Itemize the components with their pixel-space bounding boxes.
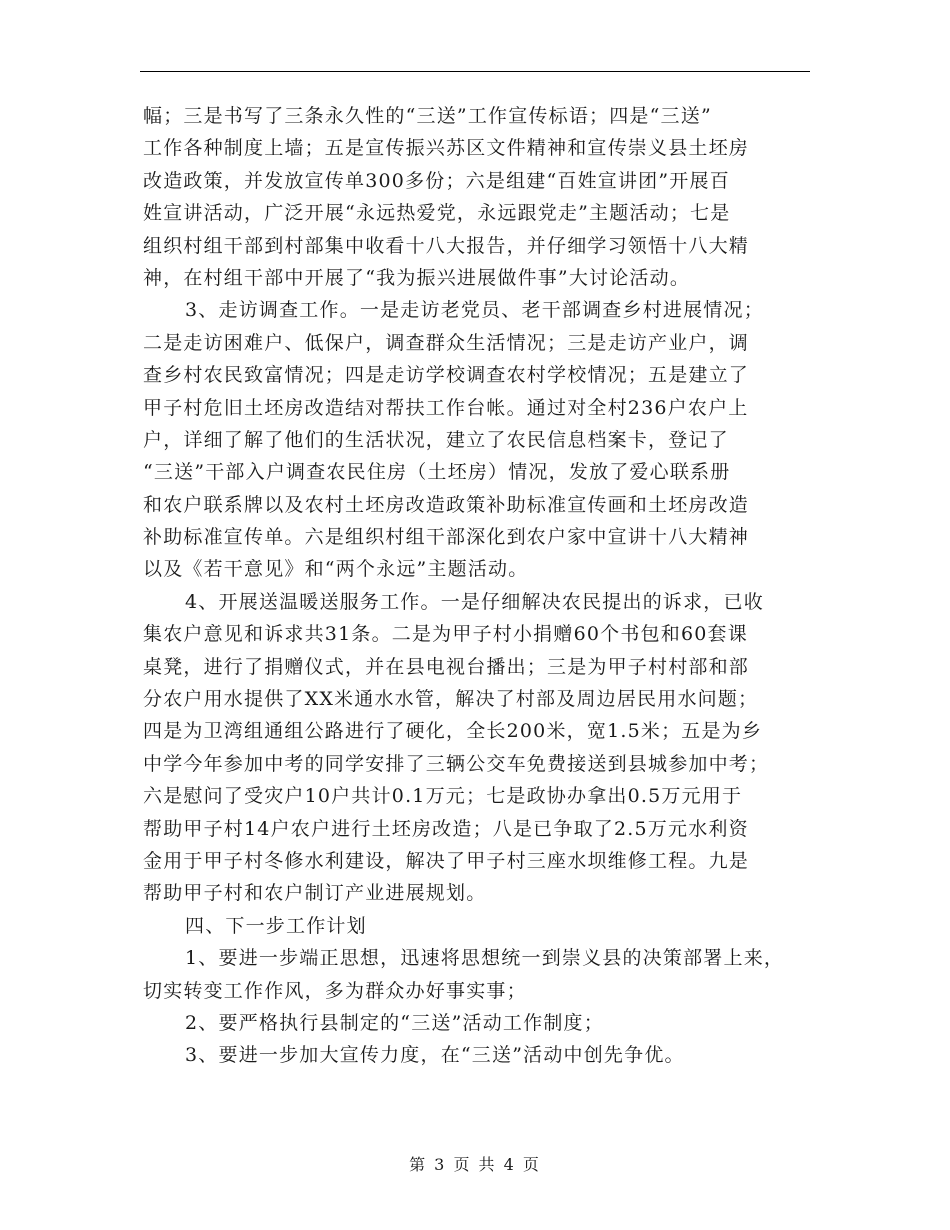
text-line: 甲子村危旧土坯房改造结对帮扶工作台帐。通过对全村236户农户上 [143,396,749,419]
document-body [143,100,813,1072]
text-line: 改造政策，并发放宣传单300多份；六是组建“百姓宣讲团”开展百 [143,169,730,192]
paragraph-plan-2 [143,1007,813,1039]
text-line: 户，详细了解了他们的生活状况，建立了农民信息档案卡，登记了 [143,428,729,451]
text-line: 神，在村组干部中开展了“我为振兴进展做件事”大讨论活动。 [143,266,691,289]
text-line: 4、开展送温暖送服务工作。一是仔细解决农民提出的诉求，已收 [185,590,764,613]
text-line: 集农户意见和诉求共31条。二是为甲子村小捐赠60个书包和60套课 [143,623,748,646]
text-line: 姓宣讲活动，广泛开展“永远热爱党，永远跟党走”主题活动；七是 [143,202,731,225]
paragraph-visit-survey [143,294,813,586]
text-line: 二是走访困难户、低保户，调查群众生活情况；三是走访产业户，调 [143,331,750,354]
text-line: 1、要进一步端正思想，迅速将思想统一到崇义县的决策部署上来， [185,947,785,970]
paragraph-warmth-service [143,586,813,910]
paragraph-continuation [143,100,813,294]
text-line: 金用于甲子村冬修水利建设，解决了甲子村三座水坝维修工程。九是 [143,849,750,872]
text-line: 工作各种制度上墙；五是宣传振兴苏区文件精神和宣传崇义县土坯房 [143,137,750,160]
text-line: 以及《若干意见》和“两个永远”主题活动。 [143,558,529,581]
text-line: 切实转变工作作风，多为群众办好事实事； [143,979,527,1002]
header-rule [140,71,810,72]
text-line: 分农户用水提供了XX米通水水管，解决了村部及周边居民用水问题； [143,688,759,711]
text-line: 帮助甲子村和农户制订产业进展规划。 [143,882,487,905]
text-line: 桌凳，进行了捐赠仪式，并在县电视台播出；三是为甲子村村部和部 [143,655,750,678]
text-line: 四、下一步工作计划 [185,914,367,937]
text-line: “三送”干部入户调查农民住房（土坯房）情况，发放了爱心联系册 [143,461,731,484]
text-line: 中学今年参加中考的同学安排了三辆公交车免费接送到县城参加中考； [143,752,770,775]
text-line: 2、要严格执行县制定的“三送”活动工作制度； [185,1011,604,1034]
text-line: 和农户联系牌以及农村土坯房改造政策补助标准宣传画和土坯房改造 [143,493,750,516]
paragraph-section-heading [143,910,813,942]
text-line: 六是慰问了受灾户10户共计0.1万元；七是政协办拿出0.5万元用于 [143,785,743,808]
page-number-label: 第 3 页 共 4 页 [409,1155,541,1174]
text-line: 帮助甲子村14户农户进行土坯房改造；八是已争取了2.5万元水利资 [143,817,749,840]
text-line: 幅；三是书写了三条永久性的“三送”工作宣传标语；四是“三送” [143,105,712,127]
text-line: 3、走访调查工作。一是走访老党员、老干部调查乡村进展情况； [185,299,764,322]
text-line: 补助标准宣传单。六是组织村组干部深化到农户家中宣讲十八大精神 [143,526,750,549]
text-line: 组织村组干部到村部集中收看十八大报告，并仔细学习领悟十八大精 [143,234,750,257]
text-line: 3、要进一步加大宣传力度，在“三送”活动中创先争优。 [185,1044,685,1067]
text-line: 四是为卫湾组通组公路进行了硬化，全长200米，宽1.5米；五是为乡 [143,720,763,743]
paragraph-plan-1 [143,942,813,1007]
paragraph-plan-3 [143,1039,813,1071]
page-footer [0,1152,950,1175]
text-line: 查乡村农民致富情况；四是走访学校调查农村学校情况；五是建立了 [143,364,750,387]
